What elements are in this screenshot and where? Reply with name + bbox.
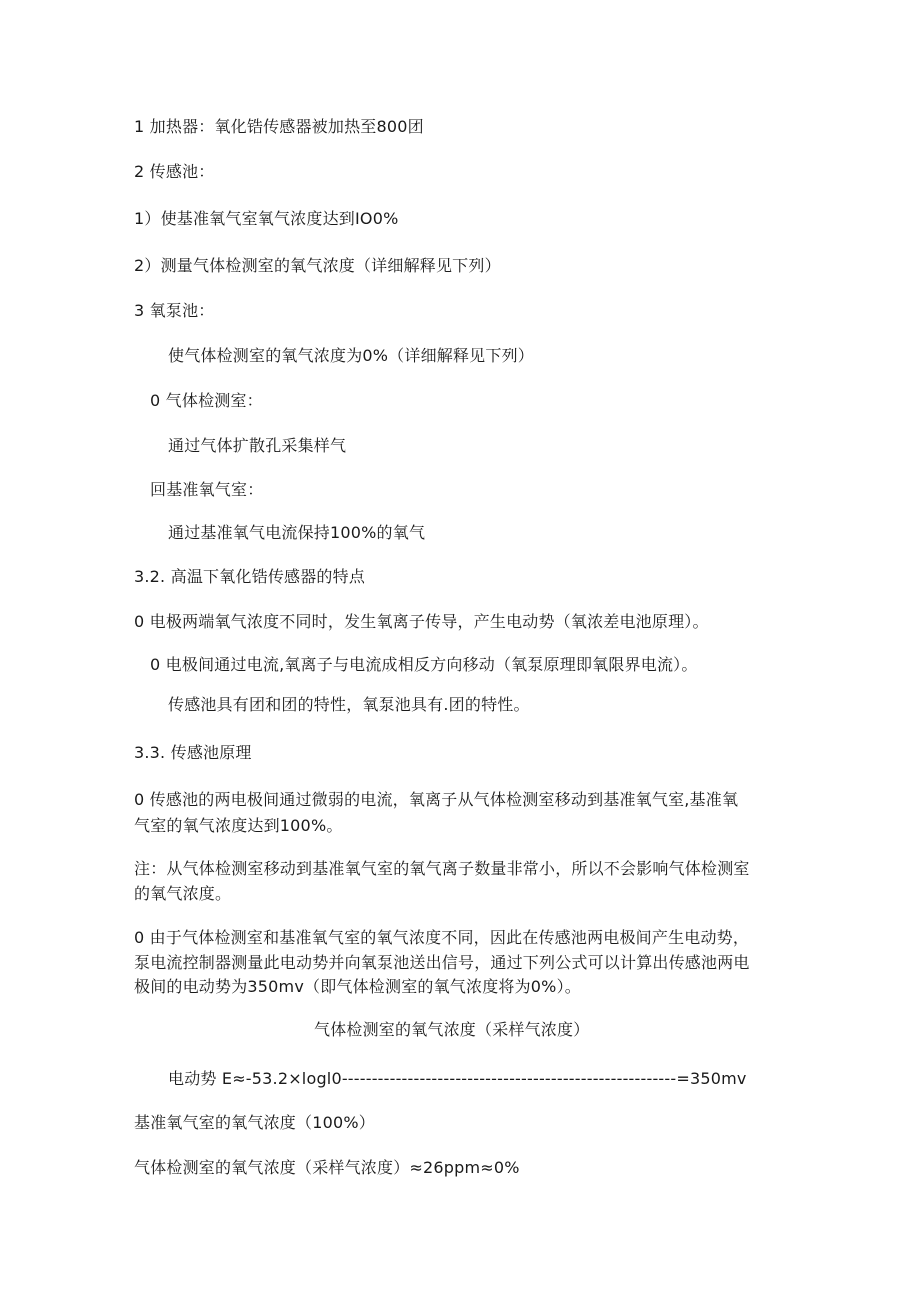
pump-cell-item: 使气体检测室的氧气浓度为0%（详细解释见下列） [168,346,534,365]
sample-gas-concentration: 气体检测室的氧气浓度（采样气浓度）≈26ppm≈0% [134,1158,520,1177]
section-3-3-heading: 3.3. 传感池原理 [134,743,252,762]
formula-denominator: 基准氧气室的氧气浓度（100%） [134,1113,375,1132]
heater-line: 1 加热器：氧化锆传感器被加热至800团 [134,117,424,136]
reference-chamber-heading: 回基准氧气室： [150,480,264,499]
sensor-cell-heading: 2 传感池： [134,162,215,181]
section-3-2-point-3: 传感池具有团和团的特性，氧泵池具有.团的特性。 [168,695,530,714]
section-3-2-point-1: 0 电极两端氧气浓度不同时，发生氧离子传导，产生电动势（氧浓差电池原理）。 [134,612,709,631]
note-line-1: 注：从气体检测室移动到基准氧气室的氧气离子数量非常小，所以不会影响气体检测室 [134,859,750,878]
sensor-cell-item-2: 2）测量气体检测室的氧气浓度（详细解释见下列） [134,256,501,275]
section-3-3-para-2-line-2: 泵电流控制器测量此电动势并向氧泵池送出信号，通过下列公式可以计算出传感池两电 [134,953,750,972]
gas-chamber-heading: 0 气体检测室： [150,391,263,410]
section-3-2-point-2: 0 电极间通过电流,氧离子与电流成相反方向移动（氧泵原理即氧限界电流）。 [150,655,698,674]
formula-emf: 电动势 E≈-53.2×logl0--------------------------------------------------------=350mv [168,1069,747,1088]
gas-chamber-item: 通过气体扩散孔采集样气 [168,436,347,455]
reference-chamber-item: 通过基准氧气电流保持100%的氧气 [168,523,426,542]
section-3-3-para-2-line-3: 极间的电动势为350mv（即气体检测室的氧气浓度将为0%）。 [134,977,581,996]
section-3-3-para-1-line-1: 0 传感池的两电极间通过微弱的电流，氧离子从气体检测室移动到基准氧气室,基准氧 [134,790,739,809]
note-line-2: 的氧气浓度。 [134,884,232,903]
sensor-cell-item-1: 1）使基准氧气室氧气浓度达到IO0% [134,209,399,228]
formula-numerator: 气体检测室的氧气浓度（采样气浓度） [314,1020,590,1039]
section-3-2-heading: 3.2. 高温下氧化锆传感器的特点 [134,567,366,586]
section-3-3-para-2-line-1: 0 由于气体检测室和基准氧气室的氧气浓度不同，因此在传感池两电极间产生电动势， [134,928,750,947]
section-3-3-para-1-line-2: 气室的氧气浓度达到100%。 [134,816,343,835]
pump-cell-heading: 3 氧泵池： [134,301,215,320]
